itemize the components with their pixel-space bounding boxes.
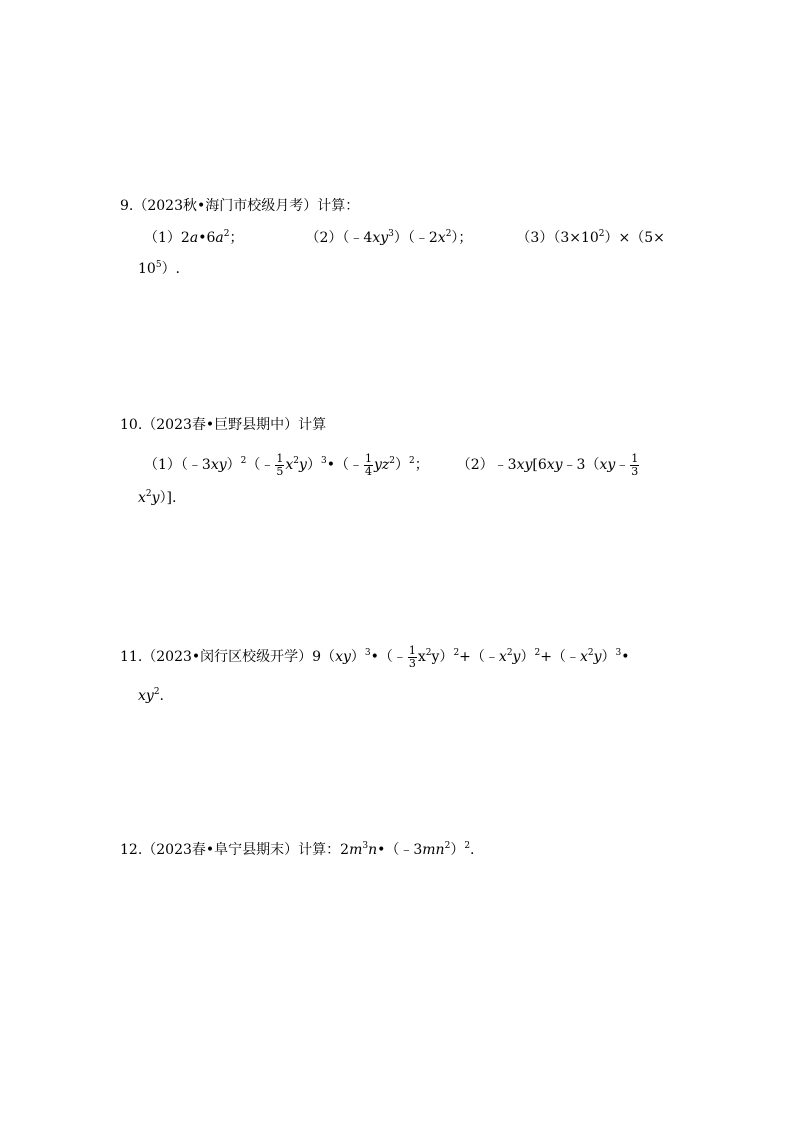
math-token: a [189,230,199,246]
math-token: 2 [598,229,605,239]
math-token: xy [372,230,389,246]
math-token: ） [306,457,321,473]
math-token: 10 [138,261,156,277]
math-token: 9.（2023秋•海门市校级月考）计算： [120,198,360,214]
math-token: 2 [240,456,247,466]
math-token: y [593,649,602,665]
math-token: 2 [408,456,415,466]
problem-10-parts [144,448,640,482]
math-token: xy [546,457,563,473]
math-token: m [349,842,363,858]
math-token: x [285,457,294,473]
math-token: xy [516,457,533,473]
math-token: 5 [276,464,284,478]
problem-10-continuation [138,488,176,508]
math-token: 3 [364,648,371,658]
math-token: 12.（2023春•阜宁县期末）计算：2 [120,842,350,858]
math-token: （3） [516,230,554,246]
math-token: （1） [144,230,181,246]
math-token: ）×（5× [604,230,665,246]
math-token: 3 [362,841,369,851]
math-token: x [579,649,588,665]
math-token: ﹣3（ [562,457,600,473]
math-token: . [159,688,164,704]
math-token: xy [138,688,154,704]
math-token: 2 [445,229,452,239]
math-token: ； [229,230,244,246]
math-token: xy [335,649,351,665]
problem-9-part-3 [516,230,664,246]
math-token: ﹣3 [493,457,517,473]
math-token: ） [394,457,409,473]
fraction-one-third [630,453,639,478]
math-token: ）]. [159,490,177,506]
math-token: 3 [320,456,327,466]
math-token: 4 [364,464,372,478]
math-token: 2 [223,229,230,239]
problem-10-part-2 [456,451,641,478]
math-token: 2 [464,841,471,851]
math-token: 2 [389,456,395,466]
math-token: 1 [276,451,284,465]
math-token: xy [210,457,227,473]
math-token: +（﹣ [540,649,580,665]
problem-12-line [120,840,475,860]
math-token: 5 [155,260,162,270]
math-token: yz [373,457,390,473]
problem-9-part-1 [144,230,243,246]
math-token: 2 [153,687,160,697]
math-token: （2） [456,457,494,473]
math-token: ）. [161,261,181,277]
math-token: ） [226,457,241,473]
math-token: y [512,649,521,665]
math-token: 3 [631,464,639,478]
math-token: x [437,230,446,246]
math-token: （﹣3 [180,457,211,473]
math-token: 2 [453,648,460,658]
math-token: （﹣4 [342,230,373,246]
math-token: mn [422,842,445,858]
problem-9-continuation [138,259,180,279]
math-token: ）（﹣2 [393,230,438,246]
math-token: 2 [444,841,451,851]
fraction-one-fifth [275,453,284,478]
problem-10-title [120,415,326,435]
math-token: •（﹣ [370,649,407,665]
math-token: ） [450,842,465,858]
math-token: （3×10 [553,230,599,246]
math-token: x [417,649,426,665]
math-token: x [138,490,146,506]
math-token: . [470,842,475,858]
math-token: +（﹣ [459,649,499,665]
math-token: [6 [532,457,547,473]
fraction-one-quarter [364,453,373,478]
problem-9-part-2 [305,230,472,246]
math-token: ﹣ [615,457,630,473]
math-token: 2 [587,648,594,658]
math-token: （2） [305,230,343,246]
math-token: 10.（2023春•巨野县期中）计算 [120,417,327,433]
math-token: 2 [293,456,300,466]
math-token: （1） [144,457,181,473]
math-token: （﹣ [246,457,275,473]
math-token: 1 [364,451,372,465]
math-token: 2 [425,648,432,658]
math-token: 3 [408,656,416,670]
math-token: y [299,457,307,473]
math-token: ）； [451,230,473,246]
math-token: 1 [631,451,639,465]
math-token: •6 [198,230,216,246]
fraction-one-third [408,645,417,670]
math-token: x [498,649,507,665]
problem-11-line [120,640,630,674]
math-token: n [368,842,378,858]
math-token: •（﹣ [326,457,363,473]
math-token: 2 [506,648,513,658]
problem-9-parts [144,228,665,248]
math-token: 3 [388,229,394,239]
problem-10-part-1 [144,451,429,478]
math-token: 2 [145,489,152,499]
math-token: y） [431,649,454,665]
math-token: 2 [534,648,541,658]
problem-9-title [120,196,359,216]
math-token: 11.（2023•闵行区校级开学）9（ [120,649,336,665]
problem-11-continuation [138,686,164,706]
math-token: y [151,490,160,506]
math-token: 1 [408,643,416,657]
math-token: xy [599,457,616,473]
math-token: ） [520,649,535,665]
math-token: ） [601,649,616,665]
math-token: • [621,649,630,665]
math-token: a [215,230,224,246]
math-token: 2 [180,230,190,246]
math-token: •（﹣3 [377,842,423,858]
math-token: 3 [615,648,622,658]
math-token: ） [350,649,365,665]
math-token: ； [414,457,429,473]
